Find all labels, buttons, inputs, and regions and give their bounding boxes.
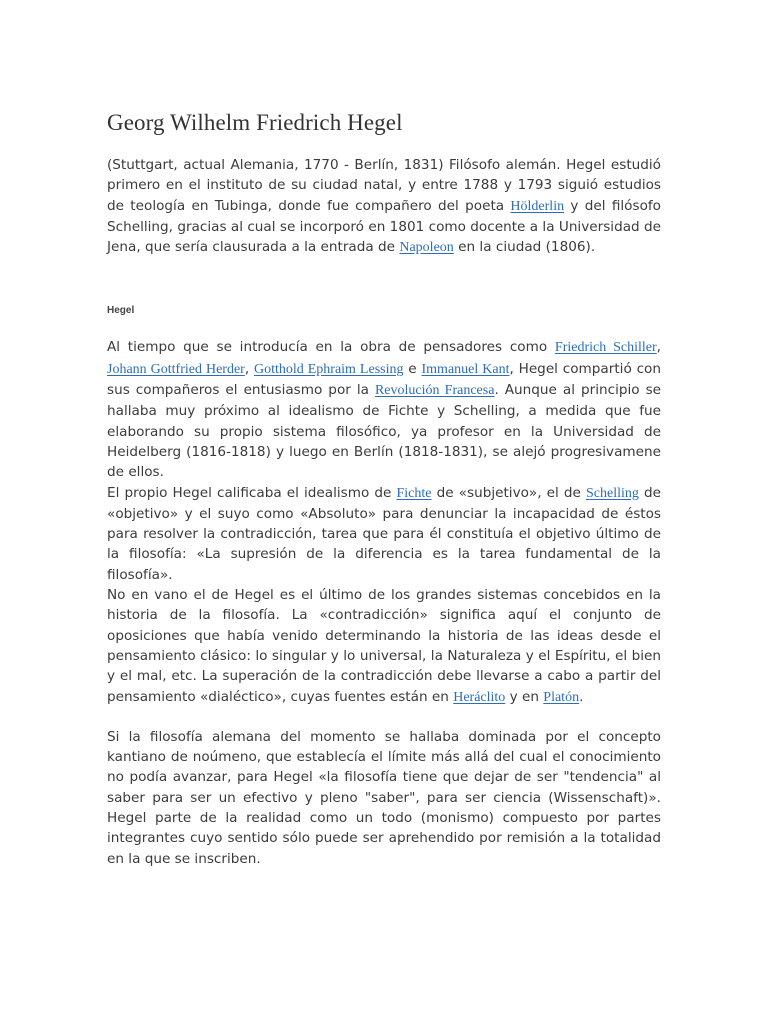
- intro-text-2: y del filósofo Schelling, gracias al cual se incorporó en 1801 como docente a la Universidad de Jena, que sería clausurada a la entrada de: [107, 197, 661, 256]
- link-kant[interactable]: Immanuel Kant: [421, 361, 510, 377]
- link-platon[interactable]: Platón: [543, 689, 580, 705]
- paragraph-1: [107, 337, 661, 482]
- intro-text-3: en la ciudad (1806).: [453, 239, 596, 256]
- intro-paragraph: [107, 155, 661, 258]
- link-schelling[interactable]: Schelling: [586, 485, 639, 501]
- para2-text-2: de «subjetivo», el de: [431, 484, 586, 501]
- paragraph-4: Si la filosofía alemana del momento se hallaba dominada por el concepto kantiano de noúmeno, que establecía el límite más allá del cual el conocimiento no podía avanzar, para Hegel «la filosofía tiene que dejar de ser "tendencia" al saber para ser un efectivo y pleno "saber", para ser ciencia (Wissenschaft)». Hegel parte de la realidad como un todo (monismo) compuesto por partes integrantes cuyo sentido sólo puede ser aprehendido por remisión a la totalidad en la que se inscriben.: [107, 728, 661, 867]
- link-holderlin[interactable]: Hölderlin: [510, 198, 565, 214]
- link-fichte[interactable]: Fichte: [396, 485, 432, 501]
- link-revolucion-francesa[interactable]: Revolución Francesa: [374, 383, 495, 399]
- link-lessing[interactable]: Gotthold Ephraim Lessing: [253, 361, 404, 377]
- link-napoleon[interactable]: Napoleon: [399, 240, 454, 256]
- link-herder[interactable]: Johann Gottfried Herder: [107, 361, 245, 377]
- para2-text-3: de «objetivo» y el suyo como «Absoluto» para denunciar la incapacidad de éstos para resolver la contradicción, tarea que para él constituía el objetivo último de la filosofía: «La supresión de la diferencia es la tarea fundamental de la filosofía».: [107, 484, 661, 583]
- image-caption: Hegel: [107, 305, 135, 317]
- para1-text-3: ,: [244, 360, 254, 377]
- para1-text-5: , Hegel compartió con sus compañeros el entusiasmo por la: [107, 360, 661, 399]
- para2-text-1: El propio Hegel calificaba el idealismo de: [107, 484, 397, 501]
- link-schiller[interactable]: Friedrich Schiller: [554, 340, 657, 356]
- intro-text-1: (Stuttgart, actual Alemania, 1770 - Berlín, 1831) Filósofo alemán. Hegel estudió primero en el instituto de su ciudad natal, y entre 1788 y 1793 siguió estudios de teología en Tubinga, donde fue compañero del poeta: [107, 157, 661, 214]
- para1-text-4: e: [403, 360, 422, 377]
- para3-text-1: No en vano el de Hegel es el último de los grandes sistemas concebidos en la historia de la filosofía. La «contradicción» significa aquí el conjunto de oposiciones que había venido determinando la historia de las ideas desde el pensamiento clásico: lo singular y lo universal, la Naturaleza y el Espíritu, el bien y el mal, etc. La superación de la contradicción debe llevarse a cabo a partir del pensamiento «dialéctico», cuyas fuentes están en: [107, 587, 661, 705]
- para1-text-2: ,: [656, 339, 661, 356]
- link-heraclito[interactable]: Heráclito: [453, 689, 506, 705]
- para3-text-2: y en: [505, 688, 544, 705]
- para3-text-3: .: [579, 688, 584, 705]
- page-title: Georg Wilhelm Friedrich Hegel: [107, 110, 403, 135]
- para1-text-6: . Aunque al principio se hallaba muy próximo al idealismo de Fichte y Schelling, a medida que fue elaborando su propio sistema filosófico, ya profesor en la Universidad de Heidelberg (1816-1818) y luego en Berlín (1818-1831), se alejó progresivamene de ellos.: [107, 382, 662, 481]
- document-page: [107, 108, 661, 869]
- paragraph-spacer: [107, 708, 661, 727]
- paragraph-3: [107, 585, 661, 708]
- paragraph-2: [107, 483, 661, 585]
- para1-text-1: Al tiempo que se introducía en la obra de pensadores como: [107, 339, 555, 356]
